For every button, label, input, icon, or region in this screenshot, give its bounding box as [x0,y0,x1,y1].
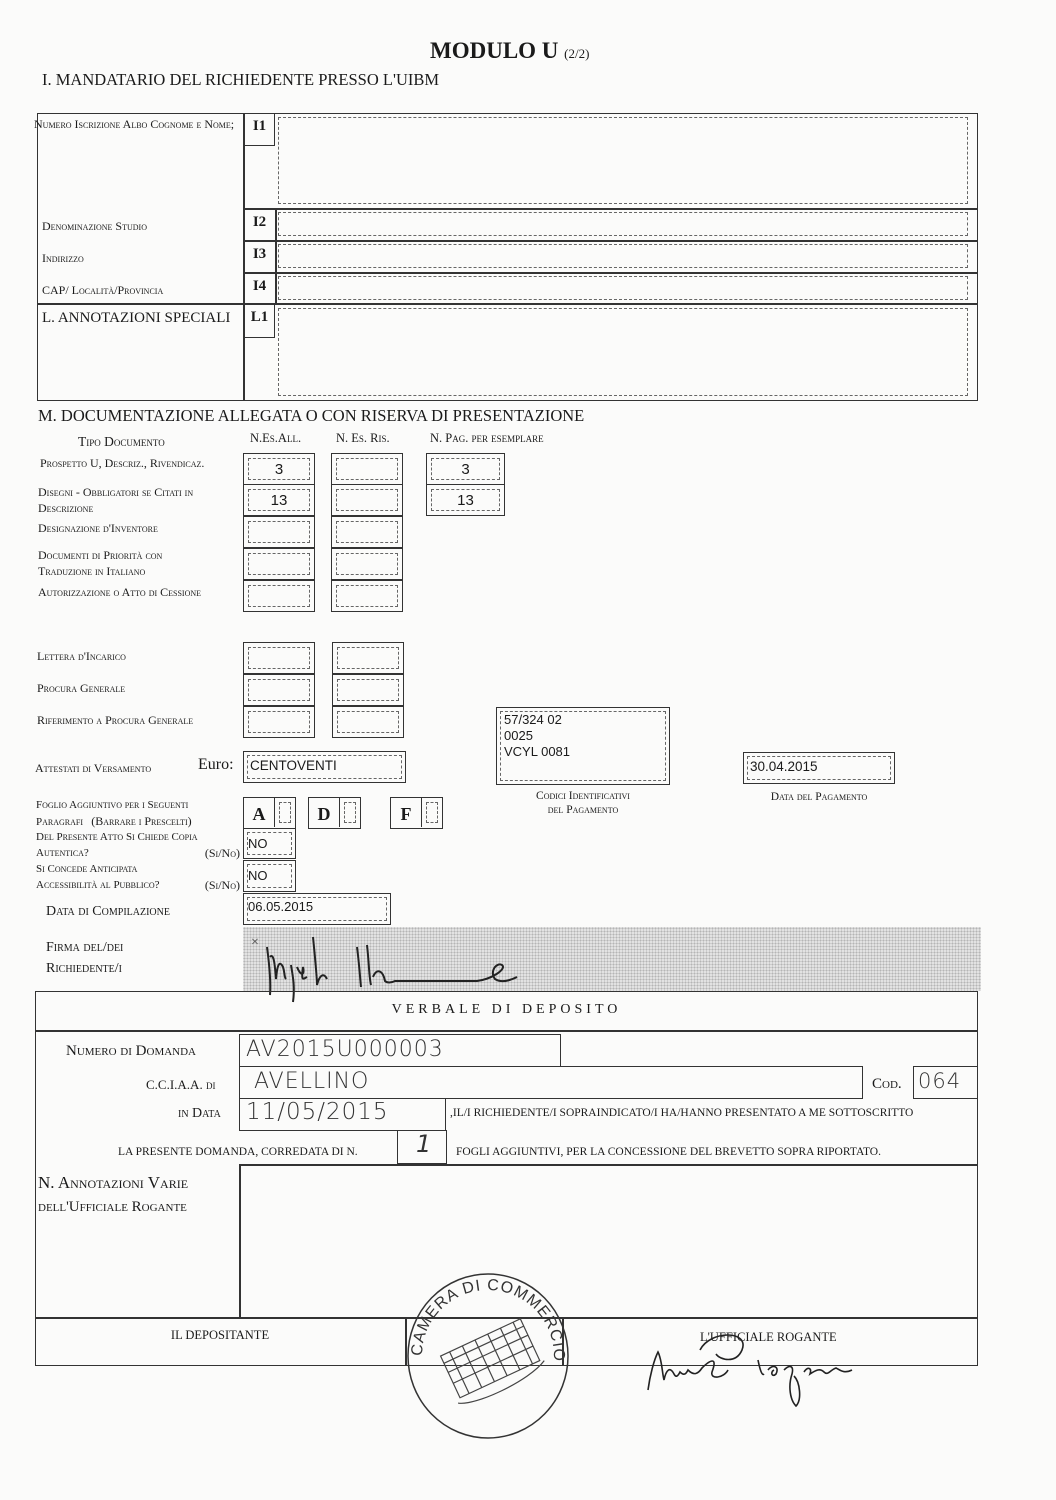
caption-data-pagamento: Data del Pagamento [770,791,868,803]
divider [239,1164,241,1318]
label-part: Paragrafi [36,816,84,828]
in-data-value: 11/05/2015 [246,1099,389,1125]
field-disegni-pagine[interactable] [426,484,505,516]
field-denominazione-studio[interactable] [278,212,968,236]
code-line: 57/324 02 [504,712,562,727]
divider [243,272,978,274]
label-cod: Cod. [872,1076,902,1092]
option-letter: F [391,798,422,827]
label-annotazioni-varie [38,1171,188,1219]
label-line: Foglio Aggiuntivo per i Seguenti [36,799,189,811]
signature-area-depositante[interactable] [40,1345,400,1363]
field-accessibilita[interactable] [243,860,296,892]
label-euro: Euro: [198,756,234,773]
col-tipo-documento: Tipo Documento [78,434,165,449]
field-autorizzazione-allegati[interactable] [243,580,315,612]
value: 13 [270,491,288,509]
numero-domanda-value: AV2015U000003 [246,1037,444,1062]
divider [243,208,978,210]
value: 13 [457,491,474,509]
label-foglio-aggiuntivo [36,797,192,830]
code-l1: L1 [244,304,275,338]
col-n-pag: N. Pag. per esemplare [430,431,544,445]
field-numero-iscrizione[interactable] [278,117,968,204]
label-data-compilazione: Data di Compilazione [46,904,170,919]
code-i3: I3 [252,246,267,262]
text-domanda-corredata: LA PRESENTE DOMANDA, CORREDATA DI N. [118,1146,358,1158]
label-line [36,845,240,861]
label-cciaa: C.C.I.A.A. di [146,1077,216,1092]
label-denominazione-studio: Denominazione Studio [42,219,147,233]
label-numero-domanda: Numero di Domanda [66,1043,196,1059]
field-procura-allegati[interactable] [243,674,315,706]
fogli-value: 1 [416,1130,433,1158]
stamp-seal [405,1272,571,1440]
codici-lines [500,711,666,781]
accessibilita-value: NO [247,864,292,888]
label-hint: (Si/No) [204,878,240,892]
label-line: Richiedente/i [46,961,122,976]
col-n-es-all: N.Es.All. [250,431,302,445]
field-disegni-allegati[interactable] [243,484,315,516]
label-indirizzo: Indirizzo [42,251,84,265]
label-line: Firma del/dei [46,940,124,955]
caption-line: Codici Identificativi [536,790,630,802]
doc-label-lettera-incarico: Lettera d'Incarico [37,649,126,663]
field-designazione-riserva[interactable] [331,516,403,548]
doc-label-designazione: Designazione d'Inventore [38,521,158,535]
doc-label-riferimento-procura: Riferimento a Procura Generale [37,713,194,727]
label-in-data: in Data [178,1106,221,1121]
field-cciaa[interactable] [239,1066,863,1099]
field-importo[interactable] [243,751,406,783]
field-prospetto-allegati[interactable] [243,453,315,485]
field-cod[interactable] [913,1066,978,1099]
importo-value: CENTOVENTI [247,755,402,779]
data-pagamento-value: 30.04.2015 [747,756,891,780]
field-procura-riserva[interactable] [332,674,404,706]
field-data-pagamento[interactable] [743,752,895,784]
code-i4: I4 [252,278,267,294]
field-disegni-riserva[interactable] [331,484,403,516]
section-l-heading: L. ANNOTAZIONI SPECIALI [42,310,231,326]
label-accessibilita [36,861,240,893]
cciaa-value: AVELLINO [254,1069,370,1094]
text-fogli-aggiuntivi: FOGLI AGGIUNTIVI, PER LA CONCESSIONE DEL BREVETTO SOPRA RIPORTATO. [456,1146,881,1158]
checkbox-foglio-f[interactable] [390,797,443,829]
copia-autentica-value: NO [247,832,292,855]
data-compilazione-value: 06.05.2015 [247,897,387,921]
label-copia-autentica [36,829,240,861]
field-fogli-aggiuntivi[interactable] [397,1130,447,1164]
value: 3 [461,460,470,478]
field-copia-autentica[interactable] [243,828,296,859]
label-line: Del Presente Atto Si Chiede Copia [36,831,198,843]
label-ufficiale-rogante: L'UFFICIALE ROGANTE [700,1330,837,1344]
label-line [36,877,240,893]
field-in-data[interactable] [239,1098,446,1131]
label-note: (Barrare i Prescelti) [91,814,192,828]
label-line: dell'Ufficiale Rogante [38,1199,187,1215]
field-annotazioni-varie[interactable] [244,1168,974,1314]
field-prospetto-riserva[interactable] [331,453,403,485]
label-depositante: IL DEPOSITANTE [170,1328,270,1342]
field-prospetto-pagine[interactable] [426,453,505,485]
option-letter: D [309,798,340,827]
code-line: 0025 [504,728,533,743]
signature-mark: × [251,935,259,950]
code-line: VCYL 0081 [504,744,571,759]
field-riferimento-allegati[interactable] [243,706,315,738]
field-priorita-riserva[interactable] [331,548,403,580]
signature-area-richiedente[interactable] [243,927,981,991]
label-attestati-versamento: Attestati di Versamento [35,761,152,775]
checkbox-foglio-a[interactable] [243,797,296,829]
form-title [430,38,589,64]
doc-label-autorizzazione: Autorizzazione o Atto di Cessione [38,585,202,599]
check-box[interactable] [344,802,356,823]
option-letter: A [244,798,275,827]
label-cap-localita: CAP/ Località/Provincia [42,283,164,297]
field-designazione-allegati[interactable] [243,516,315,548]
field-annotazioni-speciali[interactable] [278,308,968,396]
doc-label-disegni: Disegni - Obbligatori se Citati in Descrizione [38,485,194,515]
field-cap-localita[interactable] [278,276,968,300]
label-line: N. Annotazioni Varie [38,1173,189,1192]
section-i-heading: I. MANDATARIO DEL RICHIEDENTE PRESSO L'UIBM [42,70,440,89]
section-m-heading: M. DOCUMENTAZIONE ALLEGATA O CON RISERVA DI PRESENTAZIONE [38,406,585,425]
value: 3 [274,460,284,478]
label-part: Accessibilità al Pubblico? [36,879,160,891]
doc-label-priorita: Documenti di Priorità con Traduzione in Italiano [38,548,163,578]
verbale-heading: VERBALE DI DEPOSITO [391,1002,622,1017]
divider [35,1030,978,1032]
label-numero-iscrizione: Numero Iscrizione Albo Cognome e Nome; [34,117,235,131]
label-firma [46,937,123,979]
field-lettera-riserva[interactable] [332,642,404,674]
form-title-text: MODULO U [430,38,559,63]
field-codici-identificativi[interactable] [496,707,670,785]
check-box[interactable] [279,802,291,823]
signature-ufficiale [640,1330,880,1410]
field-riferimento-riserva[interactable] [332,706,404,738]
code-i1: I1 [244,113,275,146]
divider [243,240,978,242]
field-indirizzo[interactable] [278,244,968,268]
field-priorita-allegati[interactable] [243,548,315,580]
check-box[interactable] [426,802,438,823]
caption-codici [496,790,670,816]
label-part: Autentica? [36,847,89,859]
doc-label-prospetto: Prospetto U, Descriz., Rivendicaz. [40,456,205,470]
text-richiedente-presentato: ,IL/I RICHIEDENTE/I SOPRAINDICATO/I HA/HANNO PRESENTATO A ME SOTTOSCRITTO [450,1107,914,1119]
divider [275,208,277,304]
doc-label-procura-generale: Procura Generale [37,681,126,695]
divider [37,303,978,305]
field-lettera-allegati[interactable] [243,642,315,674]
cod-value: 064 [918,1069,962,1093]
label-hint: (Si/No) [204,846,240,860]
checkbox-foglio-d[interactable] [308,797,361,829]
col-n-es-ris: N. Es. Ris. [336,431,390,445]
stamp-camera-commercio [405,1272,571,1440]
field-numero-domanda[interactable] [239,1034,561,1066]
divider [239,1164,978,1166]
label-line: Si Concede Anticipata [36,863,138,875]
code-i2: I2 [252,214,267,230]
page-indicator: (2/2) [564,46,590,61]
label-line [36,813,192,830]
caption-line: del Pagamento [547,804,619,816]
field-autorizzazione-riserva[interactable] [331,580,403,612]
svg-text:CAMERA DI COMMERCIO AVELLINO: CAMERA DI COMMERCIO [408,1276,568,1362]
